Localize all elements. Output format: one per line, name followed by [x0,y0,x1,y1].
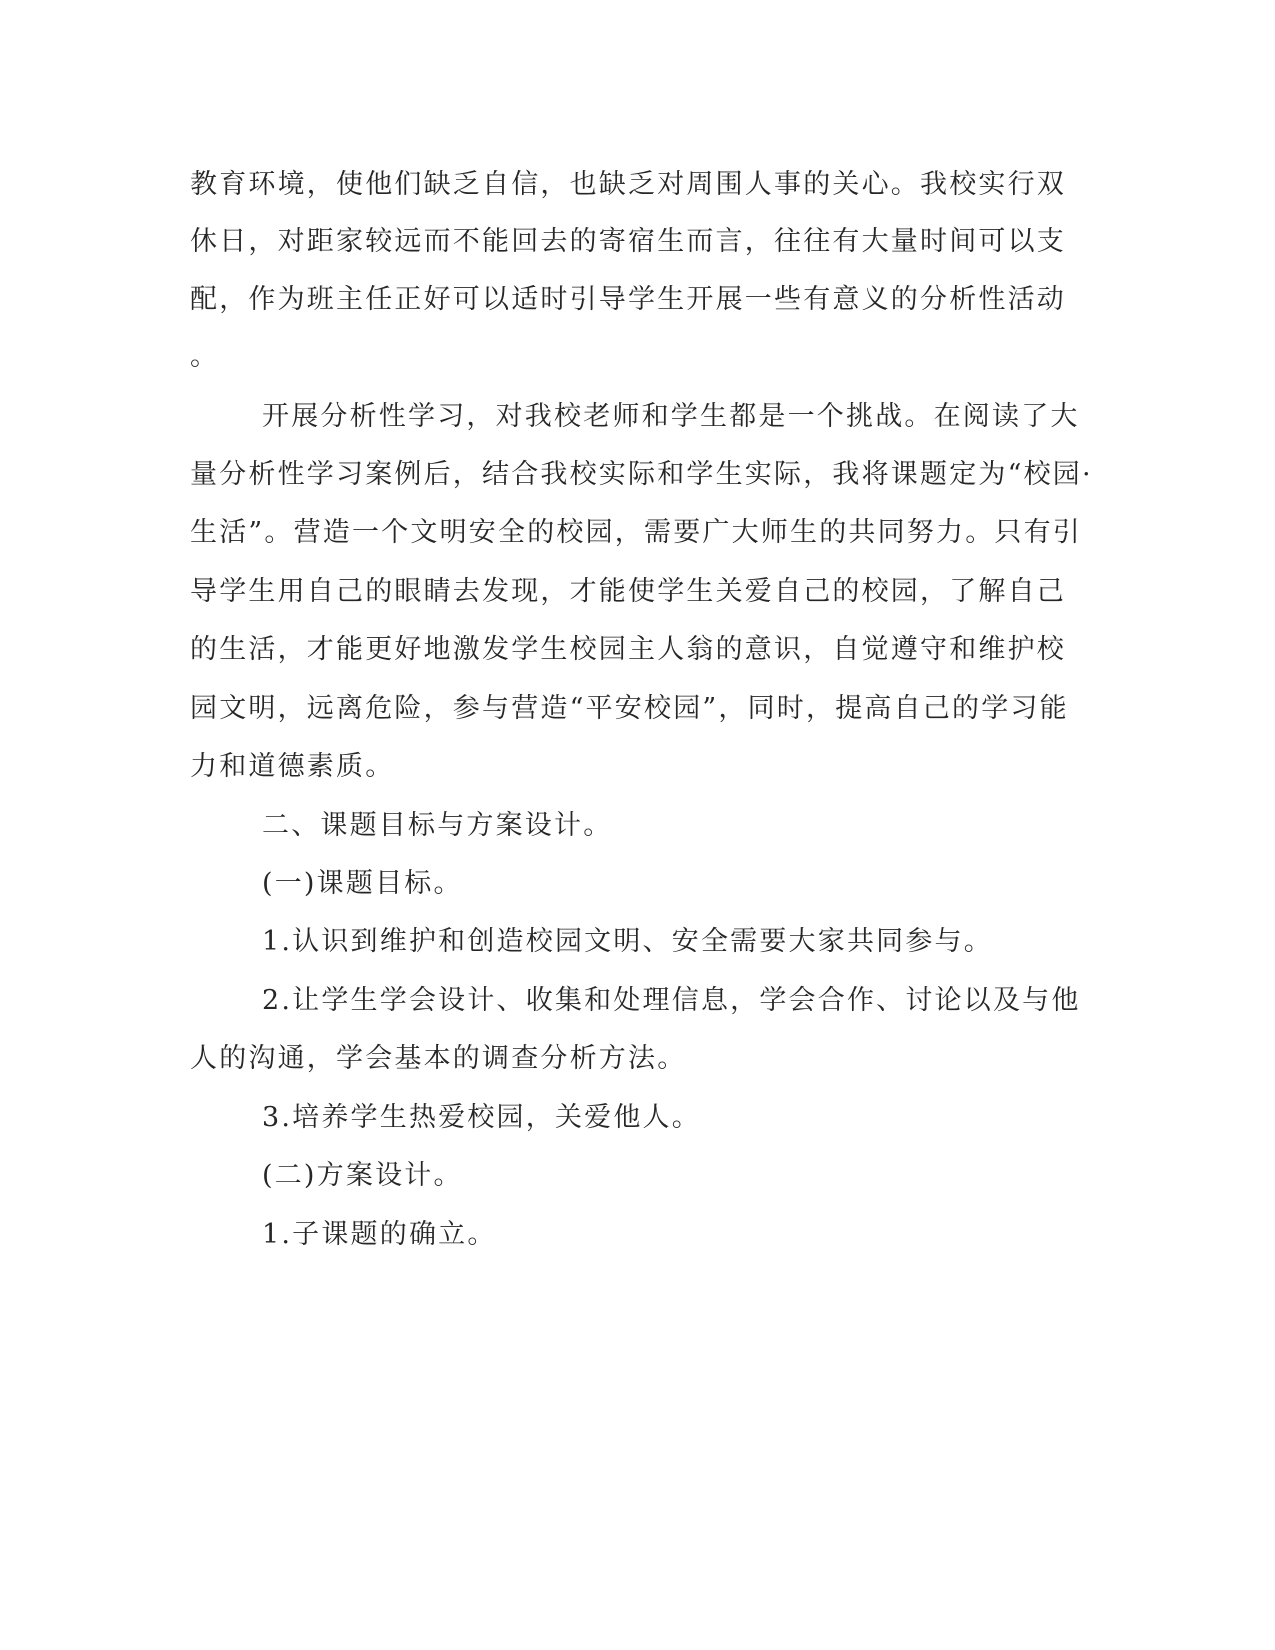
subsection-heading: (一)课题目标。 [262,868,463,899]
text-line: 配，作为班主任正好可以适时引导学生开展一些有意义的分析性活动 [190,284,1066,315]
text-line: 力和道德素质。 [190,751,395,782]
text-line: 人的沟通，学会基本的调查分析方法。 [190,1043,687,1074]
paragraph-start-line: 开展分析性学习，对我校老师和学生都是一个挑战。在阅读了大 [262,401,1080,432]
text-line: 量分析性学习案例后，结合我校实际和学生实际，我将课题定为“校园· [190,459,1093,490]
list-item: 2.让学生学会设计、收集和处理信息，学会合作、讨论以及与他 [262,985,1081,1016]
text-line: 。 [190,341,220,372]
text-line: 教育环境，使他们缺乏自信，也缺乏对周围人事的关心。我校实行双 [190,169,1066,200]
subsection-heading: (二)方案设计。 [262,1160,463,1191]
list-item: 1.子课题的确立。 [262,1219,497,1250]
list-item: 1.认识到维护和创造校园文明、安全需要大家共同参与。 [262,926,993,957]
text-line: 的生活，才能更好地激发学生校园主人翁的意识，自觉遵守和维护校 [190,634,1066,665]
section-heading: 二、课题目标与方案设计。 [262,810,613,841]
text-line: 园文明，远离危险，参与营造“平安校园”，同时，提高自己的学习能 [190,693,1069,724]
list-item: 3.培养学生热爱校园，关爱他人。 [262,1102,701,1133]
text-line: 休日，对距家较远而不能回去的寄宿生而言，往往有大量时间可以支 [190,226,1066,257]
text-line: 生活”。营造一个文明安全的校园，需要广大师生的共同努力。只有引 [190,517,1083,548]
text-line: 导学生用自己的眼睛去发现，才能使学生关爱自己的校园，了解自己 [190,576,1066,607]
